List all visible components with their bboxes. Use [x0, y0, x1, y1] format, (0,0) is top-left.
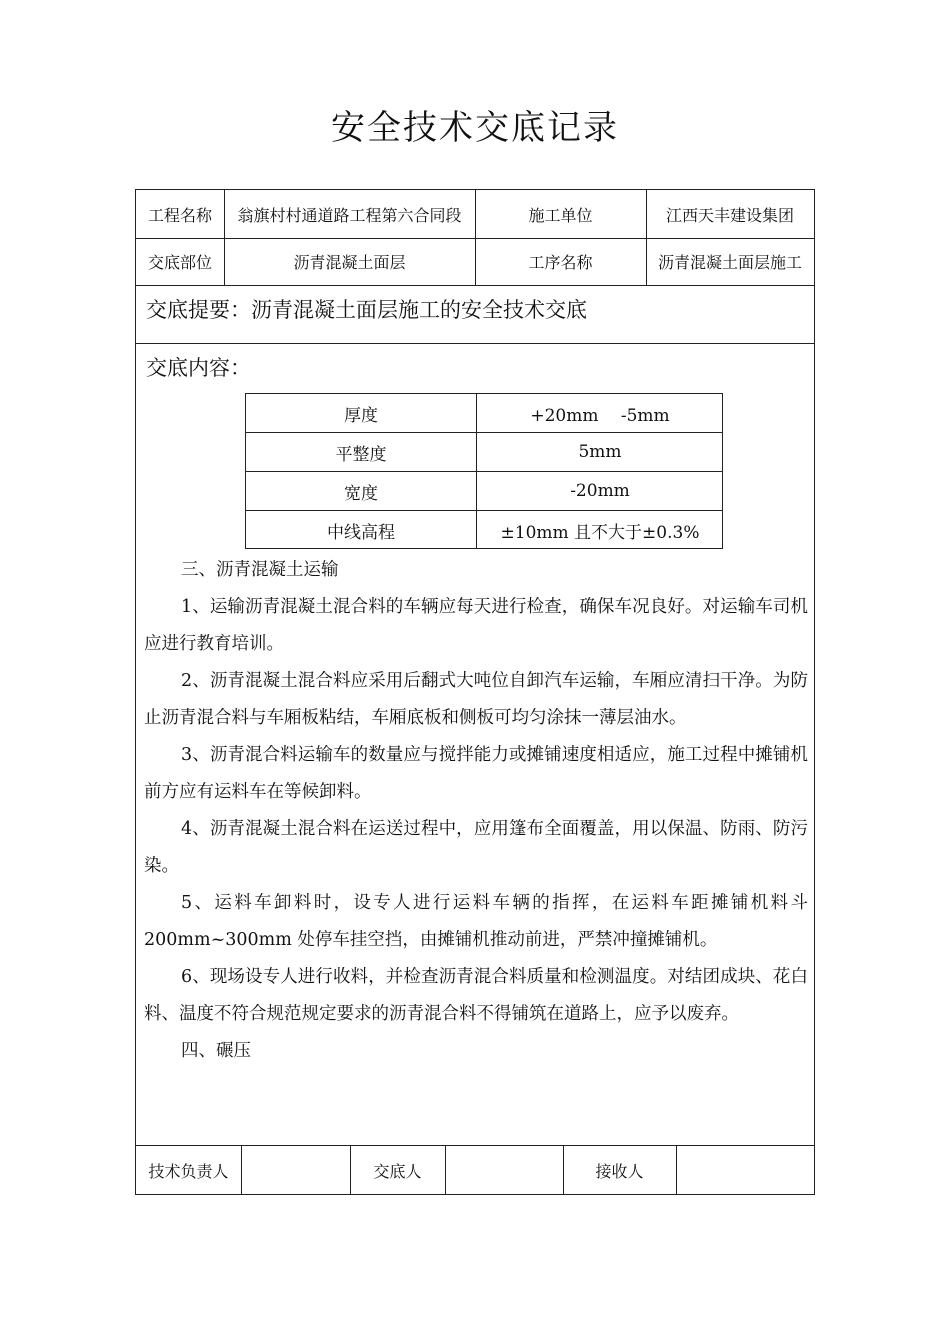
tolerance-row [246, 471, 722, 510]
process-name-label: 工序名称 [528, 253, 593, 272]
disclosure-part-value: 沥青混凝土面层 [293, 253, 406, 272]
tech-lead-label: 技术负责人 [148, 1161, 229, 1181]
tech-lead-signature-field[interactable] [241, 1146, 350, 1194]
project-name-value: 翁旗村村通道路工程第六合同段 [237, 205, 462, 225]
tolerance-value: 5mm [476, 433, 723, 471]
tolerance-row [246, 432, 722, 471]
row-divider [136, 285, 814, 286]
process-name-value: 沥青混凝土面层施工 [657, 253, 802, 272]
section-heading: 三、沥青混凝土运输 [181, 560, 339, 580]
discloser-signature-field[interactable] [445, 1146, 563, 1194]
tolerance-value: +20mm -5mm [476, 394, 723, 432]
disclosure-summary: 交底提要：沥青混凝土面层施工的安全技术交底 [146, 298, 587, 322]
paragraph: 3、沥青混合料运输车的数量应与搅拌能力或摊铺速度相适应，施工过程中摊铺机前方应有运料车在等候卸料。 [144, 745, 808, 802]
disclosure-body [142, 552, 810, 1137]
tolerance-row [246, 394, 722, 432]
tolerance-value: -20mm [476, 472, 723, 510]
tolerance-item: 厚度 [344, 405, 378, 426]
paragraph: 5、运料车卸料时，设专人进行运料车辆的指挥，在运料车距摊铺机料斗 200mm~300mm 处停车挂空挡，由摊铺机推动前进，严禁冲撞摊铺机。 [144, 893, 808, 950]
section-heading: 四、碾压 [181, 1041, 251, 1061]
tolerance-item: 中线高程 [327, 522, 395, 543]
disclosure-form [135, 189, 815, 1195]
construction-unit-value: 江西天丰建设集团 [665, 205, 794, 225]
page-title: 安全技术交底记录 [331, 108, 619, 148]
paragraph: 6、现场设专人进行收料，并检查沥青混合料质量和检测温度。对结团成块、花白料、温度不符合规范规定要求的沥青混合料不得铺筑在道路上，应予以废弃。 [144, 967, 808, 1024]
tolerance-table [245, 393, 723, 549]
paragraph: 2、沥青混凝土混合料应采用后翻式大吨位自卸汽车运输，车厢应清扫干净。为防止沥青混合料与车厢板粘结，车厢底板和侧板可均匀涂抹一薄层油水。 [144, 671, 808, 728]
project-name-label: 工程名称 [147, 205, 212, 225]
disclosure-content-label: 交底内容： [146, 356, 251, 380]
receiver-label: 接收人 [595, 1161, 644, 1181]
tolerance-value: ±10mm 且不大于±0.3% [476, 511, 723, 549]
paragraph: 4、沥青混凝土混合料在运送过程中，应用篷布全面覆盖，用以保温、防雨、防污染。 [144, 819, 808, 876]
receiver-signature-field[interactable] [676, 1146, 814, 1194]
disclosure-part-label: 交底部位 [147, 253, 212, 272]
construction-unit-label: 施工单位 [528, 205, 593, 225]
row-divider [136, 343, 814, 344]
tolerance-row [246, 510, 722, 549]
tolerance-item: 宽度 [344, 483, 378, 504]
paragraph: 1、运输沥青混凝土混合料的车辆应每天进行检查，确保车况良好。对运输车司机应进行教育培训。 [144, 597, 808, 654]
discloser-label: 交底人 [373, 1161, 422, 1181]
tolerance-item: 平整度 [335, 444, 387, 465]
